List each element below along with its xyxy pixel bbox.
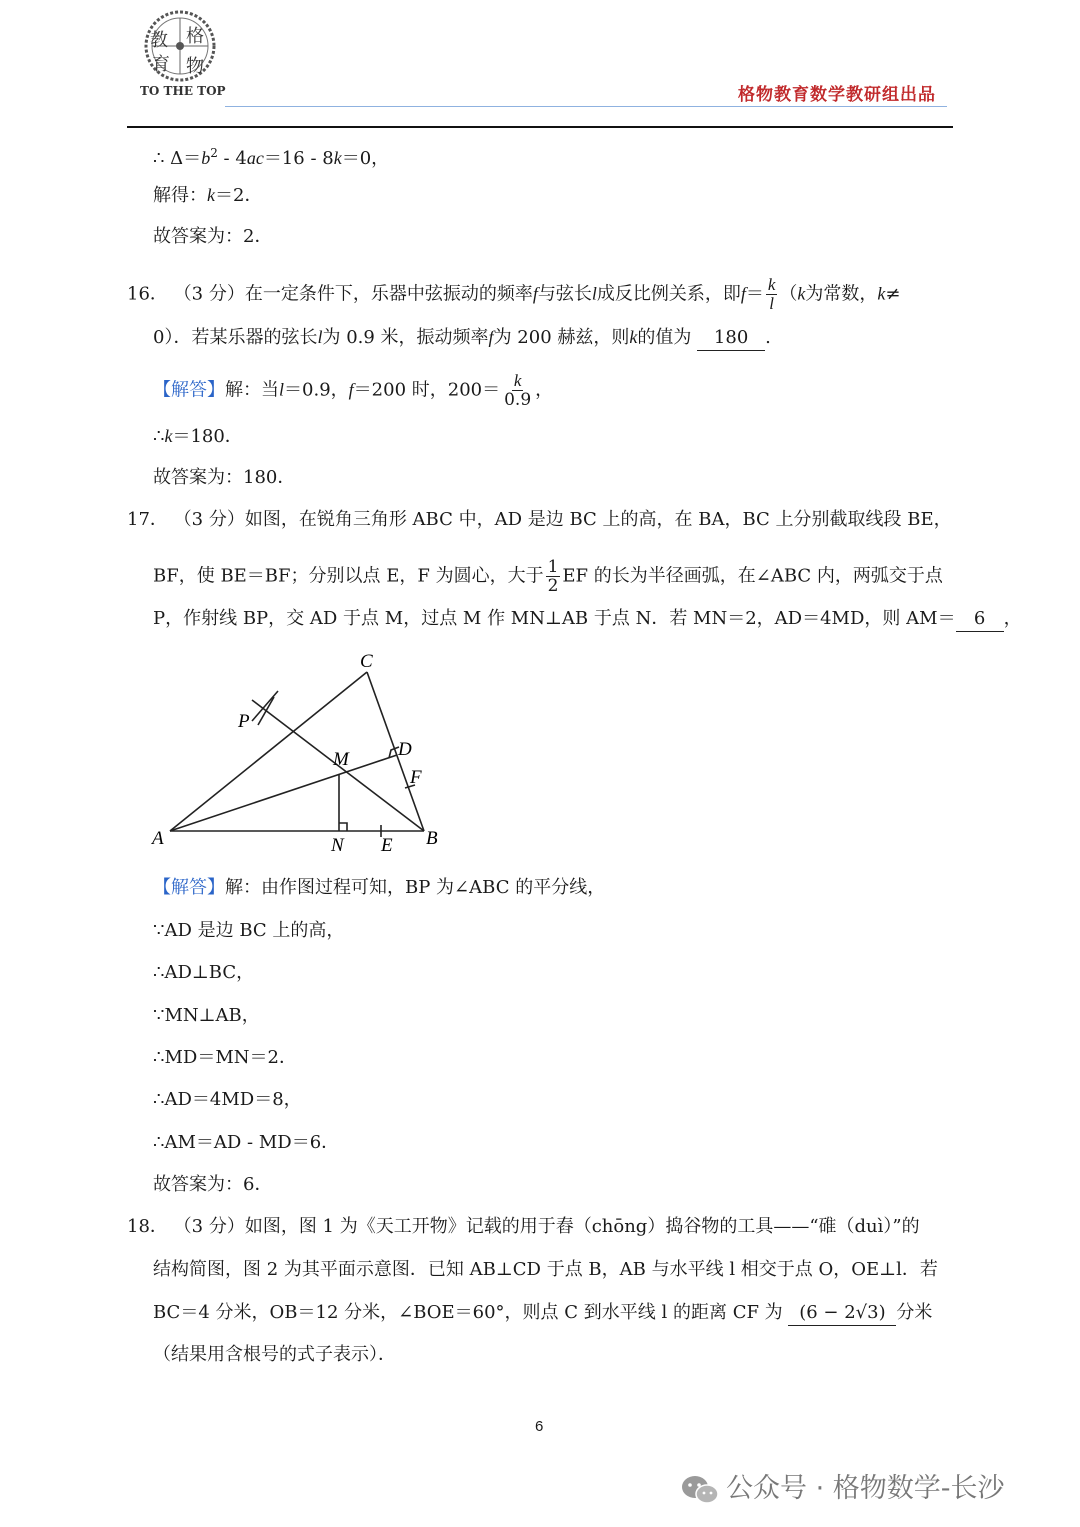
q16-answer-line: 故答案为：180． [153, 467, 296, 488]
logo-char-1: 教 [150, 30, 168, 51]
q17-solution-line-2: ∵AD 是边 BC 上的高， [153, 920, 345, 941]
logo-char-2: 格 [186, 26, 204, 47]
q16-solution-line: 【解答】解：当l＝0.9，f＝200 时，200＝ $\frac{k}{0.9}$ ， [153, 371, 554, 410]
side-bc [367, 672, 424, 831]
header-blue-rule [225, 106, 947, 107]
header-divider [127, 126, 953, 128]
altitude-ad [170, 755, 397, 831]
q17-triangle-figure [140, 645, 460, 860]
page-number: 6 [535, 1418, 544, 1435]
label-a: A [152, 828, 164, 849]
q17-solution-line-1: 【解答】解：由作图过程可知，BP 为∠ABC 的平分线， [153, 877, 606, 898]
q18-line-2: 结构简图，图 2 为其平面示意图．已知 AB⊥CD 于点 B，AB 与水平线 l 相交于点 O，OE⊥l．若 [153, 1259, 938, 1280]
q18-answer-blank: (6 − 2√3) [788, 1301, 896, 1326]
label-p: P [238, 711, 250, 732]
footer-watermark [680, 1466, 1005, 1506]
q17-line-3: P，作射线 BP，交 AD 于点 M，过点 M 作 MN⊥AB 于点 N．若 MN＝2，AD＝4MD，则 AM＝ 6 ， [153, 607, 1022, 632]
q15-answer-line: 故答案为：2． [153, 226, 273, 247]
q17-line-2: BF，使 BE＝BF；分别以点 E，F 为圆心，大于 $\frac{1}{2}$ EF 的长为半径画弧，在∠ABC 内，两弧交于点 [153, 557, 943, 596]
q18-line-4: （结果用含根号的式子表示）． [153, 1344, 396, 1365]
label-m: M [333, 749, 349, 770]
q17-solution-line-3: ∴AD⊥BC， [153, 962, 255, 983]
q15-solve-line: 解得：k＝2． [153, 185, 263, 206]
q17-answer-blank: 6 [956, 607, 1004, 632]
q18-line-3: BC＝4 分米，OB＝12 分米，∠BOE＝60°，则点 C 到水平线 l 的距离 CF 为 (6 − 2√3) 分米 [153, 1301, 932, 1326]
label-n: N [331, 835, 344, 856]
fraction-k-over-0-9: $\frac{k}{0.9}$ [504, 371, 532, 410]
label-b: B [426, 828, 438, 849]
q18-line-1: 18． （3 分）如图，图 1 为《天工开物》记载的用于舂（chōng）捣谷物的工具——“碓（duì）”的 [127, 1216, 920, 1237]
logo-caption: TO THE TOP [140, 84, 226, 98]
logo [138, 8, 226, 98]
question-number: 17． [127, 509, 168, 530]
wechat-icon [680, 1474, 720, 1506]
q17-solution-line-4: ∵MN⊥AB， [153, 1005, 260, 1026]
label-f: F [410, 767, 422, 788]
logo-char-3: 育 [152, 54, 170, 75]
right-angle-n [339, 823, 347, 831]
q17-solution-line-7: ∴AM＝AD - MD＝6． [153, 1132, 340, 1153]
question-number: 18． [127, 1216, 168, 1237]
q17-solution-line-8: 故答案为：6． [153, 1174, 273, 1195]
label-c: C [360, 651, 373, 672]
q16-line-2: 0）．若某乐器的弦长l为 0.9 米，振动频率f为 200 赫兹，则k的值为 180 . [153, 325, 771, 351]
fraction-one-half: $\frac{1}{2}$ [547, 557, 559, 596]
fraction-k-over-l: $\frac{k}{l}$ [767, 275, 776, 313]
solution-tag: 【解答】 [153, 379, 225, 401]
q15-delta-line: ∴ $\Delta=b^2 - 4ac=16 - 8k=0$， [153, 146, 390, 169]
q17-solution-line-6: ∴AD＝4MD＝8， [153, 1089, 302, 1110]
q16-line-1: 16． （3 分）在一定条件下，乐器中弦振动的频率f与弦长l成反比例关系，即f＝ $\frac{k}{l}$ （k为常数，k≠ [127, 275, 901, 313]
q16-k-line: ∴k＝180． [153, 426, 243, 447]
q17-solution-line-5: ∴MD＝MN＝2． [153, 1047, 297, 1068]
label-d: D [398, 739, 412, 760]
q16-answer-blank: 180 [697, 326, 765, 351]
header-title: 格物教育数学教研组出品 [738, 85, 936, 105]
q17-line-1: 17． （3 分）如图，在锐角三角形 ABC 中，AD 是边 BC 上的高，在 BA，BC 上分别截取线段 BE， [127, 509, 952, 530]
logo-char-4: 物 [186, 56, 204, 77]
footer-text: 公众号 · 格物数学-长沙 [726, 1473, 1005, 1504]
solution-tag: 【解答】 [153, 877, 225, 898]
label-e: E [381, 835, 393, 856]
question-number: 16． [127, 283, 168, 305]
